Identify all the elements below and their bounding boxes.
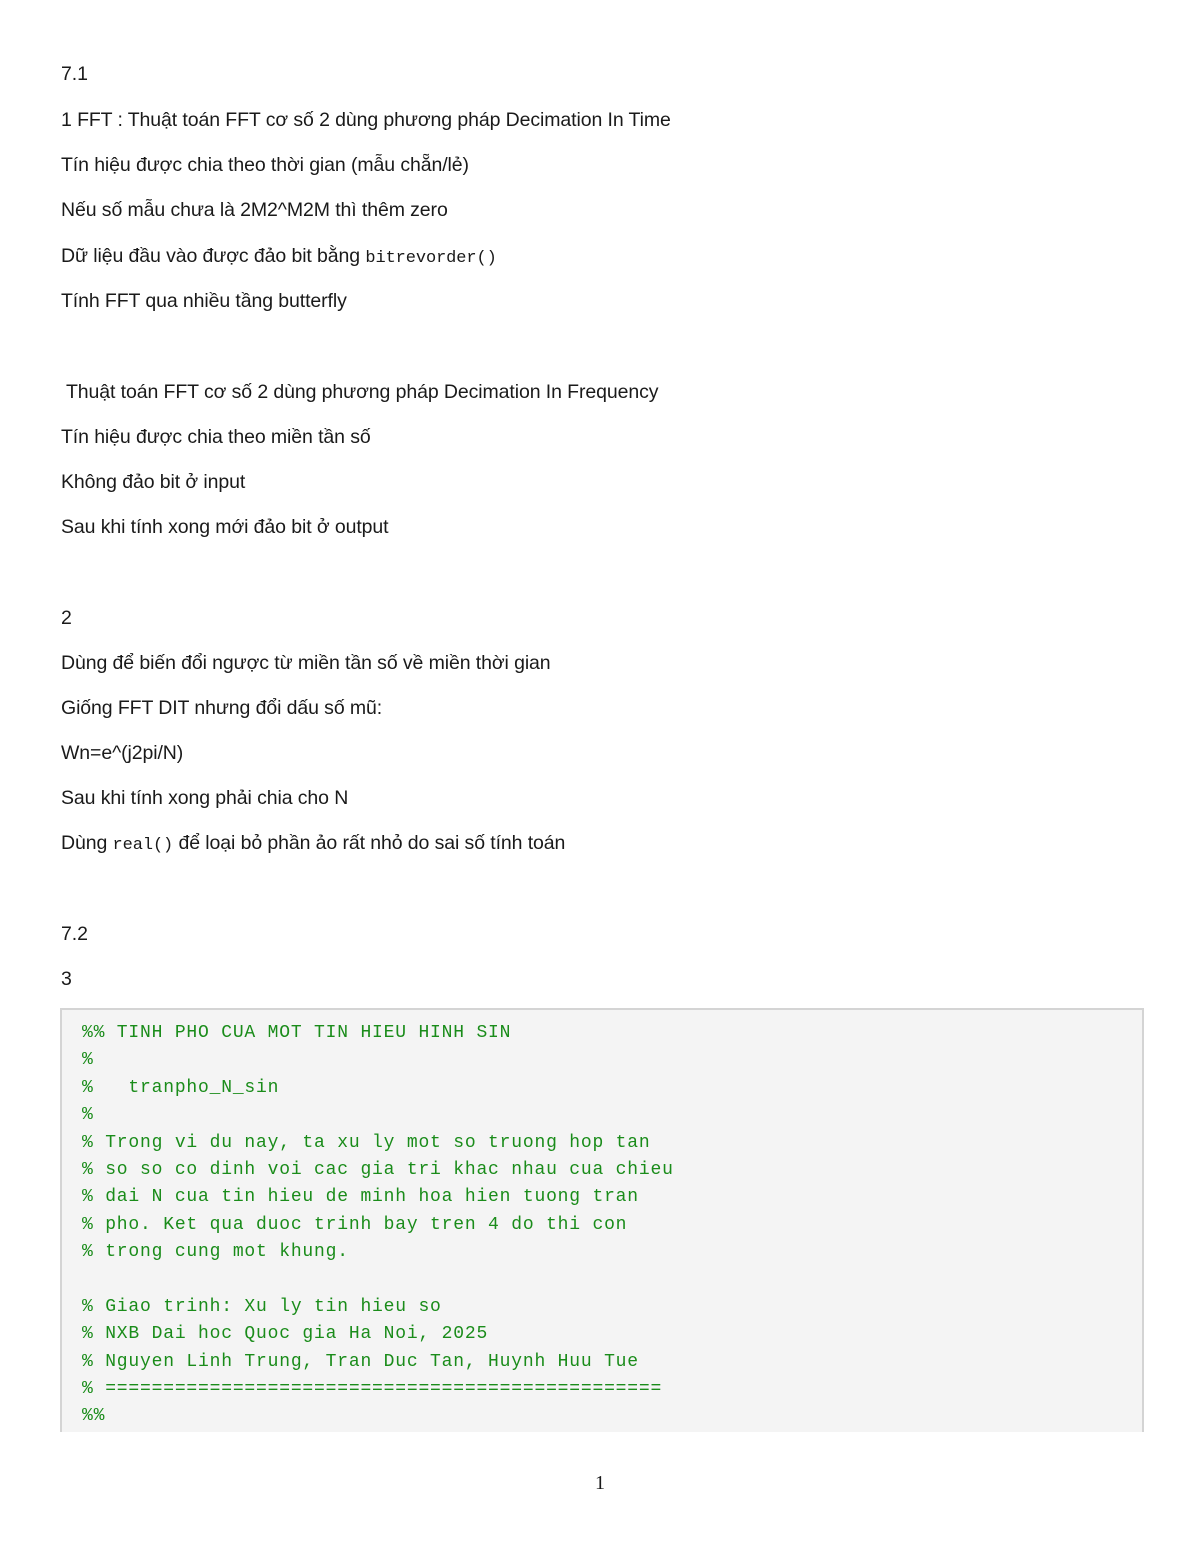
code-line: % trong cung mot khung.: [82, 1242, 349, 1262]
ifft-line-4: Sau khi tính xong phải chia cho N: [61, 787, 349, 809]
section-heading-7-1: 7.1: [61, 63, 88, 85]
fft-dit-title: 1 FFT : Thuật toán FFT cơ số 2 dùng phương pháp Decimation In Time: [61, 109, 671, 131]
fft-dit-line-1: Tín hiệu được chia theo thời gian (mẫu chẵn/lẻ): [61, 154, 469, 176]
code-line: % Nguyen Linh Trung, Tran Duc Tan, Huynh Huu Tue: [82, 1352, 639, 1372]
code-line: %% TINH PHO CUA MOT TIN HIEU HINH SIN: [82, 1023, 512, 1043]
code-line: % NXB Dai hoc Quoc gia Ha Noi, 2025: [82, 1324, 489, 1344]
ifft-line-5-prefix: Dùng: [61, 832, 113, 854]
section-heading-7-2: 7.2: [61, 923, 88, 945]
code-line: %: [82, 1050, 94, 1070]
code-line: % Trong vi du nay, ta xu ly mot so truong hop tan: [82, 1133, 651, 1153]
code-line: % so so co dinh voi cac gia tri khac nhau cua chieu: [82, 1160, 674, 1180]
fft-dif-title: Thuật toán FFT cơ số 2 dùng phương pháp Decimation In Frequency: [66, 381, 659, 403]
real-code: real(): [112, 836, 174, 855]
code-line: %: [82, 1105, 94, 1125]
fft-dif-line-1: Tín hiệu được chia theo miền tần số: [61, 426, 371, 448]
ifft-line-5-suffix: để loại bỏ phần ảo rất nhỏ do sai số tính toán: [173, 832, 566, 854]
fft-dit-line-4: Tính FFT qua nhiều tầng butterfly: [61, 290, 347, 312]
fft-dif-line-3: Sau khi tính xong mới đảo bit ở output: [61, 516, 389, 538]
code-line: % ================================================: [82, 1379, 663, 1399]
bitrevorder-code: bitrevorder(): [365, 249, 497, 268]
code-line: % pho. Ket qua duoc trinh bay tren 4 do thi con: [82, 1215, 628, 1235]
page-number: 1: [595, 1472, 605, 1494]
code-line: % dai N cua tin hieu de minh hoa hien tuong tran: [82, 1187, 639, 1207]
fft-dif-line-2: Không đảo bit ở input: [61, 471, 246, 493]
ifft-line-3: Wn=e^(j2pi/N): [61, 742, 184, 764]
code-line: % Giao trinh: Xu ly tin hieu so: [82, 1297, 442, 1317]
fft-dit-line-3: [61, 244, 497, 271]
code-line: %%: [82, 1406, 106, 1426]
code-line: % tranpho_N_sin: [82, 1078, 280, 1098]
ifft-line-1: Dùng để biến đổi ngược từ miền tần số về miền thời gian: [61, 652, 551, 674]
fft-dit-line-2: Nếu số mẫu chưa là 2M2^M2M thì thêm zero: [61, 199, 448, 221]
code-block: [60, 1008, 1144, 1432]
item-3-heading: 3: [61, 968, 72, 990]
fft-dit-line-3-text: Dữ liệu đầu vào được đảo bit bằng: [61, 245, 366, 267]
ifft-heading: 2: [61, 607, 72, 629]
ifft-line-5: [61, 831, 565, 858]
ifft-line-2: Giống FFT DIT nhưng đổi dấu số mũ:: [61, 697, 383, 719]
